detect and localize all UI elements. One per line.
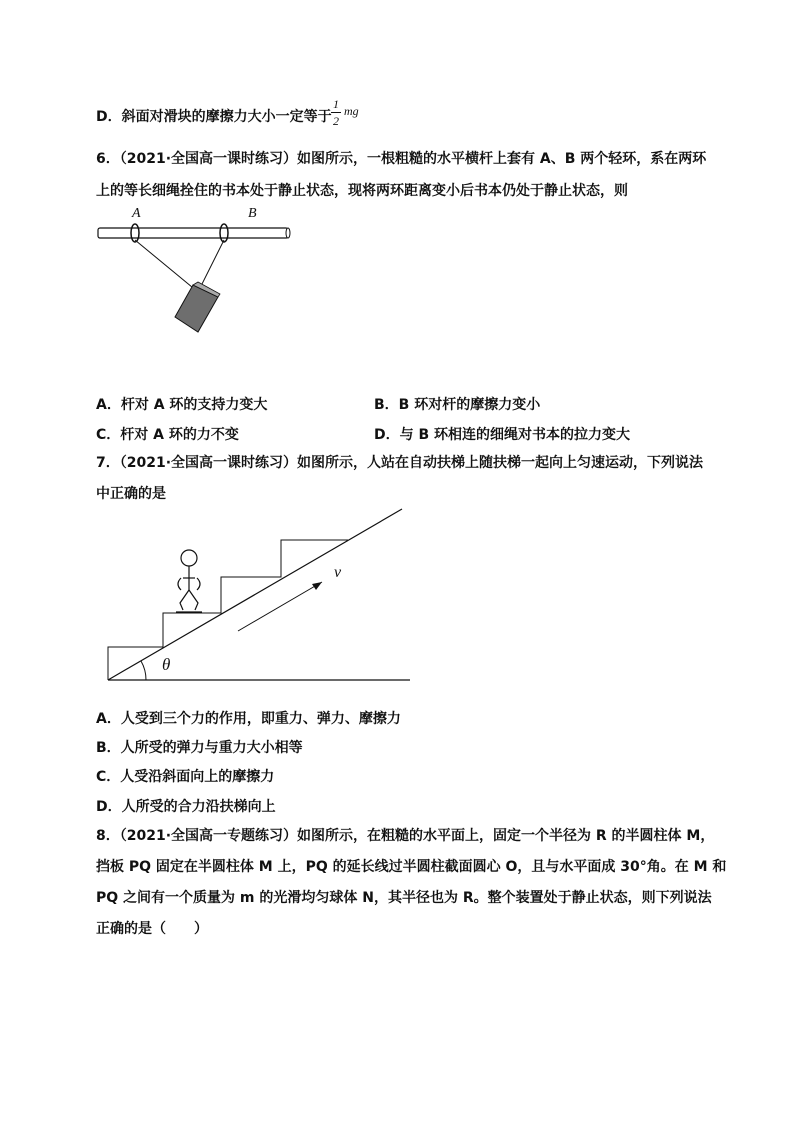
arrow-head-icon [312, 582, 322, 590]
fraction-denominator: 2 [333, 114, 339, 128]
velocity-arrow [238, 582, 322, 631]
fraction-numerator: 1 [333, 97, 339, 111]
q7-option-c: C．人受沿斜面向上的摩擦力 [96, 769, 275, 785]
incline-line [108, 509, 402, 680]
q6-option-b: B．B 环对杆的摩擦力变小 [374, 397, 541, 413]
q8-stem-line3: PQ 之间有一个质量为 m 的光滑均匀球体 N，其半径也为 R。整个装置处于静止状态，则下列说法 [96, 890, 712, 906]
q5-option-d: D．斜面对滑块的摩擦力大小一定等于 [96, 109, 332, 125]
label-ring-a: A [132, 206, 141, 221]
person-figure [176, 550, 202, 612]
q6-option-a: A．杆对 A 环的支持力变大 [96, 397, 268, 413]
q8-stem-line4: 正确的是（ ） [96, 921, 208, 937]
q8-stem-line1: 8．（2021·全国高一专题练习）如图所示，在粗糙的水平面上，固定一个半径为 R 的半圆柱体 M， [96, 828, 715, 844]
q6-option-d: D．与 B 环相连的细绳对书本的拉力变大 [374, 427, 631, 443]
q6-stem-line1: 6．（2021·全国高一课时练习）如图所示，一根粗糙的水平横杆上套有 A、B 两个轻环，系在两环 [96, 151, 707, 167]
q7-option-b: B．人所受的弹力与重力大小相等 [96, 740, 303, 756]
label-theta: θ [162, 655, 171, 674]
q8-stem-line2: 挡板 PQ 固定在半圆柱体 M 上，PQ 的延长线过半圆柱截面圆心 O，且与水平面成 30°角。在 M 和 [96, 859, 727, 875]
q6-option-c: C．杆对 A 环的力不变 [96, 427, 239, 443]
q7-option-d: D．人所受的合力沿扶梯向上 [96, 799, 276, 815]
q7-option-a: A．人受到三个力的作用，即重力、弹力、摩擦力 [96, 711, 401, 727]
angle-arc [141, 661, 146, 680]
label-velocity: v [334, 564, 342, 581]
q7-stem-line1: 7．（2021·全国高一课时练习）如图所示，人站在自动扶梯上随扶梯一起向上匀速运动，下列说法 [96, 455, 704, 471]
q6-stem-line2: 上的等长细绳拴住的书本处于静止状态，现将两环距离变小后书本仍处于静止状态，则 [96, 183, 628, 199]
fraction-tail: mg [344, 104, 359, 118]
label-ring-b: B [248, 206, 257, 221]
q7-stem-line2: 中正确的是 [96, 486, 166, 502]
